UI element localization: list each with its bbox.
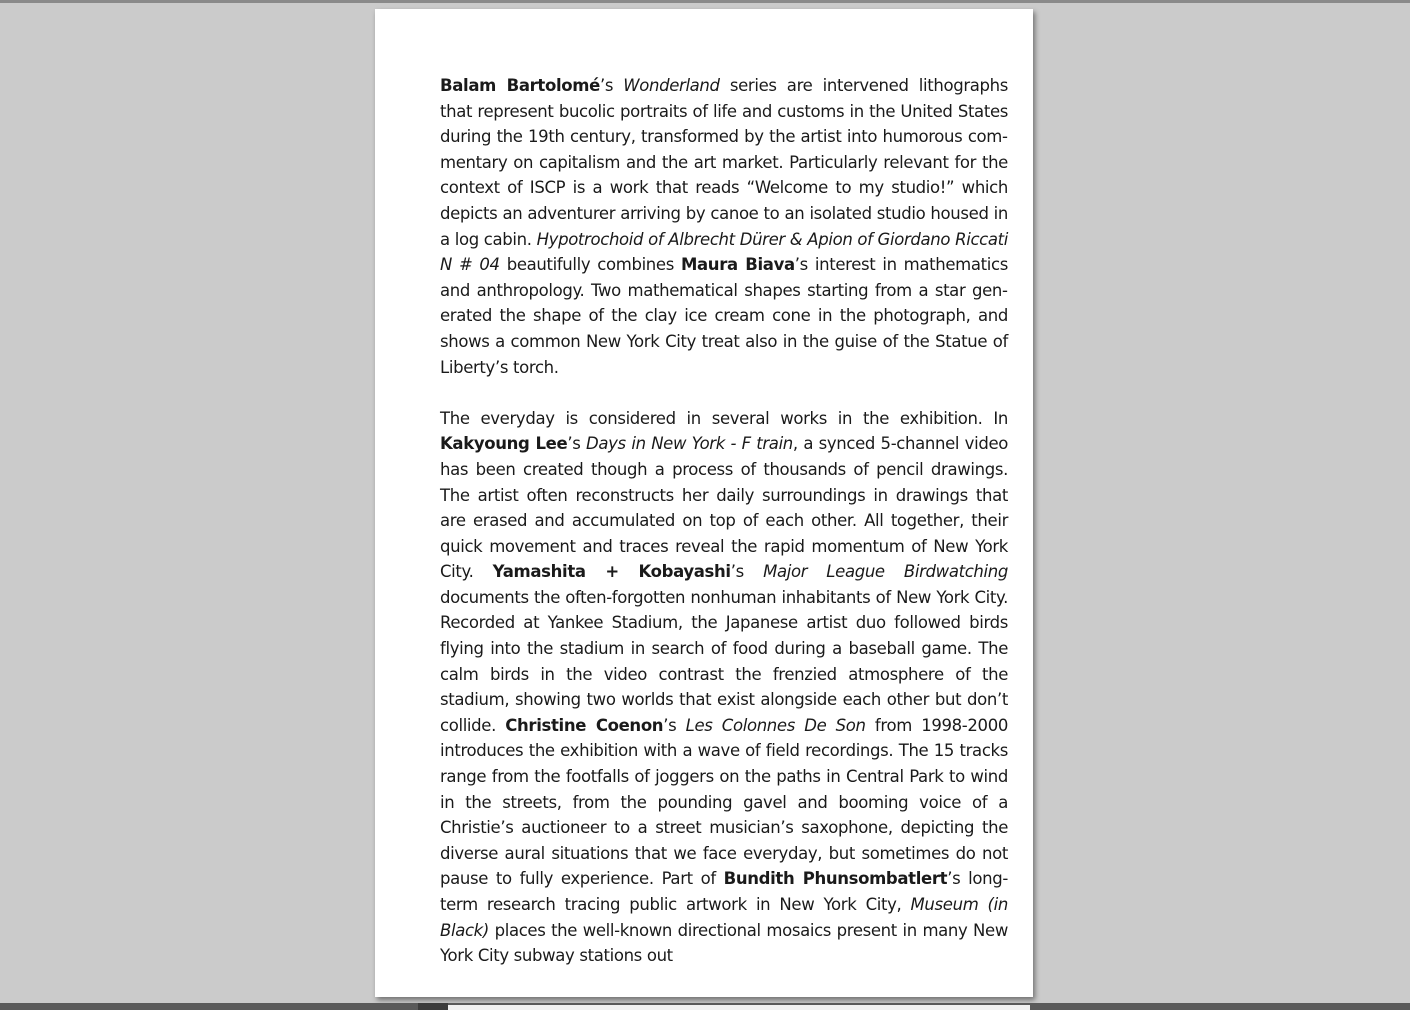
body-text-run: ’s [567, 434, 587, 454]
body-text-run: series are intervened lithographs that represent bucolic portraits of life and customs in the United States during the 19th century, transformed by the artist into humorous commentary on capitalism and the art market. Particularly relevant for the context of ISCP is a work that reads “Welcome to my studio!” which depicts an adventurer arriving by canoe to an isolated studio housed in a log cabin. [440, 76, 1008, 249]
body-text-run: ’s [663, 715, 686, 735]
document-page [375, 9, 1033, 997]
body-text-run: ’s [730, 562, 764, 582]
artwork-title: Hypotrochoid of Albrecht Dürer & Apion of Giordano Riccati N # 04 [440, 229, 1008, 275]
artist-name: Yamashita + Kobayashi [492, 562, 731, 582]
artwork-title: Les Colonnes De Son [685, 715, 866, 735]
body-text-run: , a synced 5-channel video has been created though a process of thousands of pencil drawings. The artist often reconstructs her daily surroundings in drawings that are erased and accumulated on top of each other. All together, their quick movement and traces reveal the rapid momentum of New York City. [440, 434, 1008, 582]
body-text-run: places the well-known directional mosaics present in many New York City subway stations out [440, 920, 1008, 966]
body-text-run: ’s long-term research tracing public artwork in New York City, [440, 869, 1009, 914]
artist-name: Bundith Phunsombatlert [723, 869, 948, 889]
body-text-run: from 1998-2000 introduces the exhibition with a wave of field recordings. The 15 tracks range from the footfalls of joggers on the paths in Central Park to wind in the streets, from the pounding gavel and booming voice of a Christie’s auctioneer to a street musician’s saxophone, depicting the diverse aural situations that we face everyday, but sometimes do not pause to fully experience. Part of [440, 715, 1008, 889]
body-text-run: documents the often-forgotten nonhuman inhabitants of New York City. Recorded at Yankee Stadium, the Japanese artist duo followed birds flying into the stadium in search of food during a baseball game. The calm birds in the video contrast the frenzied atmosphere of the stadium, showing two worlds that exist alongside each other but don’t collide. [440, 587, 1008, 735]
next-page-shadow [418, 1003, 448, 1010]
page-body-text [440, 73, 1008, 994]
artwork-title: Days in New York - F train [586, 434, 793, 454]
artwork-title: Wonderland [623, 76, 720, 95]
artist-name: Balam Bartolomé [440, 76, 600, 95]
paragraph [440, 406, 1008, 969]
artist-name: Maura Biava [680, 255, 795, 275]
body-text-run: The everyday is considered in several works in the exhibition. In [440, 408, 1008, 428]
artwork-title: Museum (in Black) [440, 895, 1008, 940]
artist-name: Kakyoung Lee [440, 434, 568, 454]
artwork-title: Major League Birdwatching [763, 562, 1008, 582]
body-text-run: ’s [599, 76, 624, 95]
paragraph [440, 73, 1008, 380]
next-page-edge [420, 1005, 1030, 1010]
next-page-preview [0, 1003, 1410, 1010]
artist-name: Christine Coenon [505, 715, 664, 735]
document-viewer-canvas[interactable] [0, 3, 1410, 1003]
body-text-run: ’s interest in mathematics and anthropology. Two mathematical shapes starting from a star generated the shape of the clay ice cream cone in the photograph, and shows a common New York City treat also in the guise of the Statue of Liberty’s torch. [440, 255, 1008, 377]
body-text-run: beautifully combines [499, 255, 681, 275]
